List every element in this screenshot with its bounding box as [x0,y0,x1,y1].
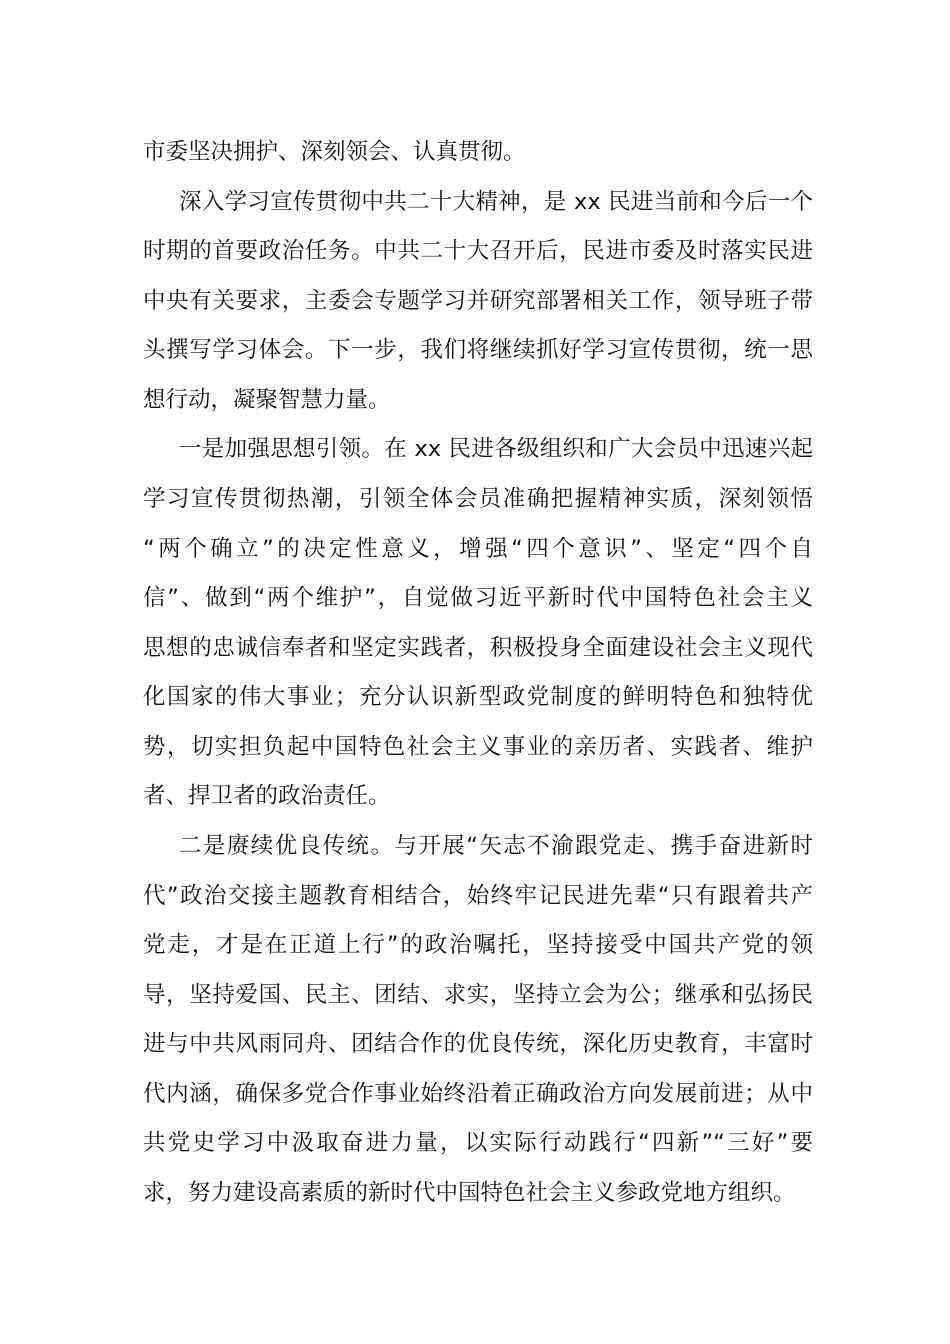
text-line: 中央有关要求，主委会专题学习并研究部署相关工作，领导班子带 [143,288,813,314]
text-line: 头撰写学习体会。下一步，我们将继续抓好学习宣传贯彻，统一思 [143,337,813,363]
text-line: 进与中共风雨同舟、团结合作的优良传统，深化历史教育，丰富时 [143,1031,813,1057]
text-line: 深入学习宣传贯彻中共二十大精神，是 xx 民进当前和今后一个 [179,189,813,215]
text-line: 共党史学习中汲取奋进力量，以实际行动践行“四新”“三好”要 [143,1130,813,1156]
text-line: “两个确立”的决定性意义，增强“四个意识”、坚定“四个自 [143,536,813,562]
text-line: 代内涵，确保多党合作事业始终沿着正确政治方向发展前进；从中 [143,1081,813,1107]
text-line: 者、捍卫者的政治责任。 [143,783,391,809]
text-line: 化国家的伟大事业；充分认识新型政党制度的鲜明特色和独特优 [143,684,813,710]
text-line: 党走，才是在正道上行”的政治嘱托，坚持接受中国共产党的领 [143,932,813,958]
text-line: 导，坚持爱国、民主、团结、求实，坚持立会为公；继承和弘扬民 [143,982,813,1008]
text-line: 一是加强思想引领。在 xx 民进各级组织和广大会员中迅速兴起 [179,436,813,462]
text-line: 市委坚决拥护、深刻领会、认真贯彻。 [143,139,526,165]
text-line: 势，切实担负起中国特色社会主义事业的亲历者、实践者、维护 [143,734,813,760]
text-line: 思想的忠诚信奉者和坚定实践者，积极投身全面建设社会主义现代 [143,635,813,661]
text-line: 学习宣传贯彻热潮，引领全体会员准确把握精神实质，深刻领悟 [143,486,813,512]
text-line: 想行动，凝聚智慧力量。 [143,387,391,413]
text-line: 信”、做到“两个维护”，自觉做习近平新时代中国特色社会主义 [143,585,813,611]
text-line: 二是赓续优良传统。与开展“矢志不渝跟党走、携手奋进新时 [179,833,813,859]
text-line: 求，努力建设高素质的新时代中国特色社会主义参政党地方组织。 [143,1180,796,1206]
text-line: 代”政治交接主题教育相结合，始终牢记民进先辈“只有跟着共产 [143,883,813,909]
text-line: 时期的首要政治任务。中共二十大召开后，民进市委及时落实民进 [143,238,813,264]
